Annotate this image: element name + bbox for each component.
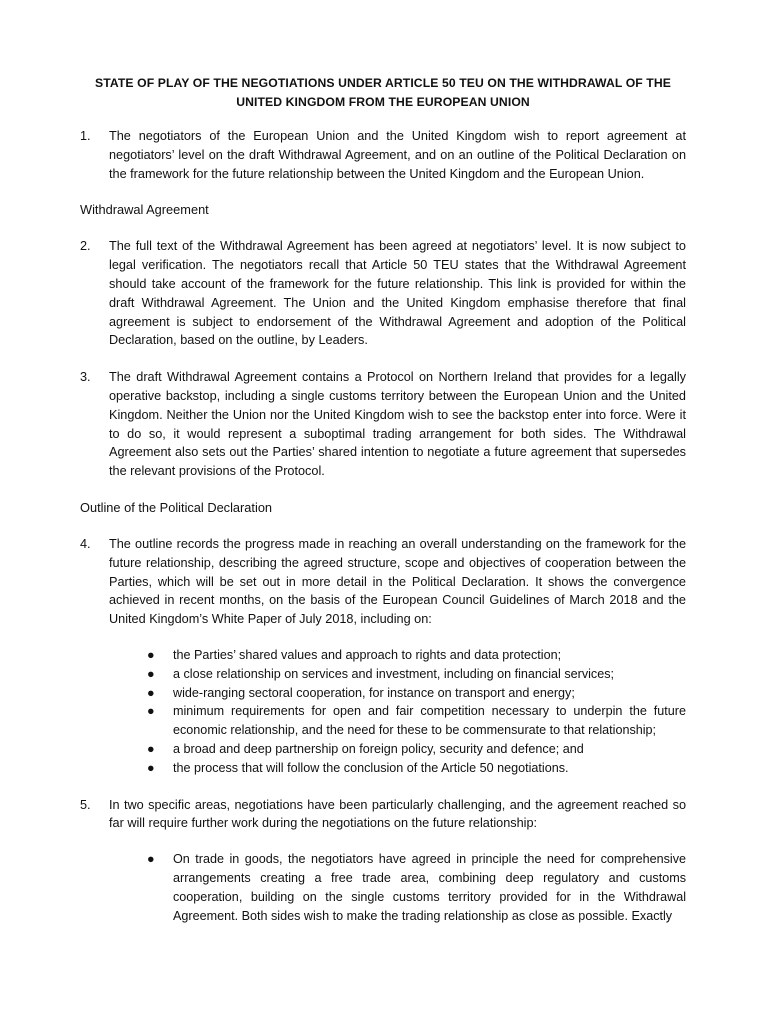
paragraph-2 (80, 237, 686, 350)
bullet-list-para4 (80, 646, 686, 778)
bullet-icon: ● (147, 647, 155, 662)
document-title: STATE OF PLAY OF THE NEGOTIATIONS UNDER ARTICLE 50 TEU ON THE WITHDRAWAL OF THE UNITED KINGDOM FROM THE EUROPEAN UNION (95, 76, 671, 109)
bullet-icon: ● (147, 760, 155, 775)
list-item-text: the Parties’ shared values and approach to rights and data protection; (173, 647, 562, 662)
paragraph-number: 1. (80, 129, 91, 143)
list-item (147, 740, 686, 759)
paragraph-5 (80, 796, 686, 834)
paragraph-text: In two specific areas, negotiations have been particularly challenging, and the agreement reached so far will require further work during the negotiations on the future relationship: (109, 797, 686, 831)
bullet-icon: ● (147, 666, 155, 681)
paragraph-text: The outline records the progress made in reaching an overall understanding on the framework for the future relationship, describing the agreed structure, scope and objectives of cooperation between the Parties, which will be set out in more detail in the Political Declaration. It shows the convergence achieved in recent months, on the basis of the European Council Guidelines of March 2018 and the United Kingdom’s White Paper of July 2018, including on: (109, 536, 686, 627)
paragraph-text: The full text of the Withdrawal Agreement has been agreed at negotiators’ level. It is now subject to legal verification. The negotiators recall that Article 50 TEU states that the Withdrawal Agreement should take account of the framework for the future relationship. This link is provided for within the draft Withdrawal Agreement. The Union and the United Kingdom emphasise therefore that final agreement is subject to endorsement of the Withdrawal Agreement and adoption of the Political Declaration, based on the outline, by Leaders. (109, 239, 686, 348)
list-item (147, 665, 686, 684)
list-item (147, 850, 686, 925)
section-heading-political-declaration: Outline of the Political Declaration (80, 499, 273, 515)
list-item-text: wide-ranging sectoral cooperation, for instance on transport and energy; (173, 685, 575, 700)
paragraph-1 (80, 127, 686, 183)
bullet-icon: ● (147, 852, 155, 867)
paragraph-number: 3. (80, 370, 91, 385)
list-item-text: the process that will follow the conclusion of the Article 50 negotiations. (173, 760, 569, 775)
list-item (147, 759, 686, 778)
paragraph-number: 5. (80, 797, 91, 812)
paragraph-number: 4. (80, 536, 91, 551)
list-item (147, 702, 686, 740)
paragraph-text: The draft Withdrawal Agreement contains a Protocol on Northern Ireland that provides for a legally operative backstop, including a single customs territory between the European Union and the United Kingdom. Neither the Union nor the United Kingdom wish to see the backstop enter into force. Were it to do so, it would represent a suboptimal trading arrangement for both sides. The Withdrawal Agreement also sets out the Parties’ shared intention to negotiate a future agreement that supersedes the relevant provisions of the Protocol. (109, 370, 686, 479)
list-item-text: minimum requirements for open and fair competition necessary to underpin the future economic relationship, and the need for these to be commensurate to that relationship; (173, 704, 686, 738)
paragraph-3 (80, 368, 686, 481)
bullet-icon: ● (147, 704, 155, 719)
list-item-text: On trade in goods, the negotiators have agreed in principle the need for comprehensive arrangements creating a free trade area, combining deep regulatory and customs cooperation, building on the single customs territory provided for in the Withdrawal Agreement. Both sides wish to make the trading relationship as close as possible. Exactly (173, 852, 686, 923)
paragraph-text: The negotiators of the European Union and the United Kingdom wish to report agreement at negotiators’ level on the draft Withdrawal Agreement, and on an outline of the Political Declaration on the framework for the future relationship between the United Kingdom and the European Union. (109, 129, 686, 181)
bullet-icon: ● (147, 685, 155, 700)
bullet-list-para5 (80, 850, 686, 925)
paragraph-4 (80, 535, 686, 629)
bullet-icon: ● (147, 741, 155, 756)
list-item-text: a close relationship on services and investment, including on financial services; (173, 666, 615, 681)
list-item-text: a broad and deep partnership on foreign policy, security and defence; and (173, 741, 584, 756)
paragraph-number: 2. (80, 239, 91, 254)
section-heading-withdrawal-agreement: Withdrawal Agreement (80, 202, 209, 218)
list-item (147, 684, 686, 703)
list-item (147, 646, 686, 665)
